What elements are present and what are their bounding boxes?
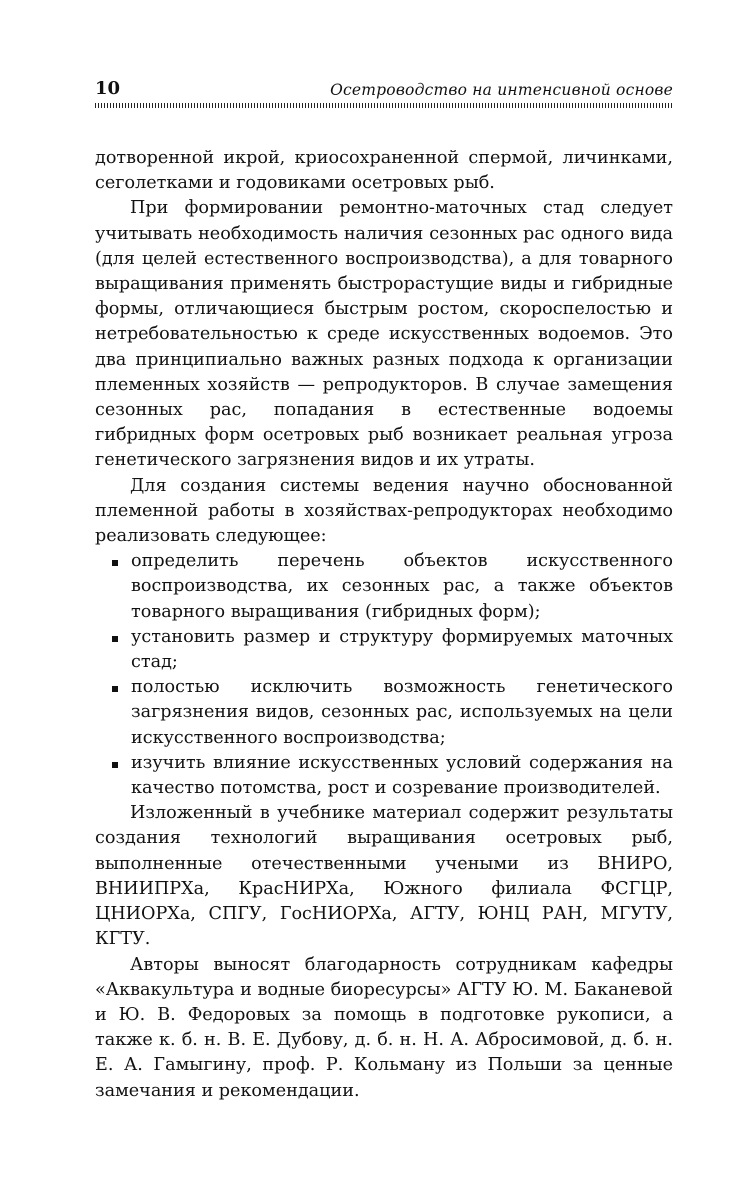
paragraph-continuation: дотворенной икрой, криосохраненной спермой, личинками, сеголетками и годовиками осетровых рыб.	[95, 148, 673, 194]
paragraph-broodstock: При формировании ремонтно-маточных стад следует учитывать необходимость наличия сезонных рас одного вида (для целей естественного воспроизводства), а для товарного выращивания применять быстрорастущие виды и гибридные формы, отличающиеся быстрым ростом, скороспелостью и нетребовательностью к среде искусственных водоемов. Это два принципиально важных разных подхода к организации племенных хозяйств — репродукторов. В случае замещения сезонных рас, попадания в естественные водоемы гибридных форм осетровых рыб возникает реальная угроза генетического загрязнения видов и их утраты.	[95, 198, 673, 471]
list-item-text: определить перечень объектов искусственного воспроизводства, их сезонных рас, а также объектов товарного выращивания (гибридных форм);	[131, 551, 673, 622]
page-number: 10	[95, 78, 121, 99]
list-item	[95, 625, 673, 675]
bullet-icon	[112, 686, 118, 692]
list-item	[95, 751, 673, 801]
list-item-text: установить размер и структуру формируемых маточных стад;	[131, 626, 673, 673]
requirements-list	[95, 549, 673, 801]
bullet-icon	[112, 560, 118, 566]
paragraph-research-results: Изложенный в учебнике материал содержит результаты создания технологий выращивания осетровых рыб, выполненные отечественными учеными из ВНИРО, ВНИИПРХа, КрасНИРХа, Южного филиала ФСГЦР, ЦНИОРХа, СПГУ, ГосНИОРХа, АГТУ, ЮНЦ РАН, МГУТУ, КГТУ.	[95, 803, 673, 950]
body-text	[95, 146, 673, 1104]
paragraph-breeding-system: Для создания системы ведения научно обоснованной племенной работы в хозяйствах-репродукторах необходимо реализовать следующее:	[95, 475, 673, 547]
header-rule	[95, 103, 673, 108]
bullet-icon	[112, 636, 118, 642]
running-title: Осетроводство на интенсивной основе	[330, 81, 673, 99]
page-header	[95, 78, 673, 102]
list-item-text: полостью исключить возможность генетического загрязнения видов, сезонных рас, используемых на цели искусственного воспроизводства;	[131, 677, 673, 748]
bullet-icon	[112, 762, 118, 768]
paragraph-acknowledgements: Авторы выносят благодарность сотрудникам кафедры «Аквакультура и водные биоресурсы» АГТУ Ю. М. Баканевой и Ю. В. Федоровых за помощь в подготовке рукописи, а также к. б. н. В. Е. Дубову, д. б. н. Н. А. Абросимовой, д. б. н. Е. А. Гамыгину, проф. Р. Кольману из Польши за ценные замечания и рекомендации.	[95, 954, 673, 1101]
list-item	[95, 549, 673, 625]
list-item-text: изучить влияние искусственных условий содержания на качество потомства, рост и созревание производителей.	[131, 752, 673, 799]
list-item	[95, 675, 673, 751]
